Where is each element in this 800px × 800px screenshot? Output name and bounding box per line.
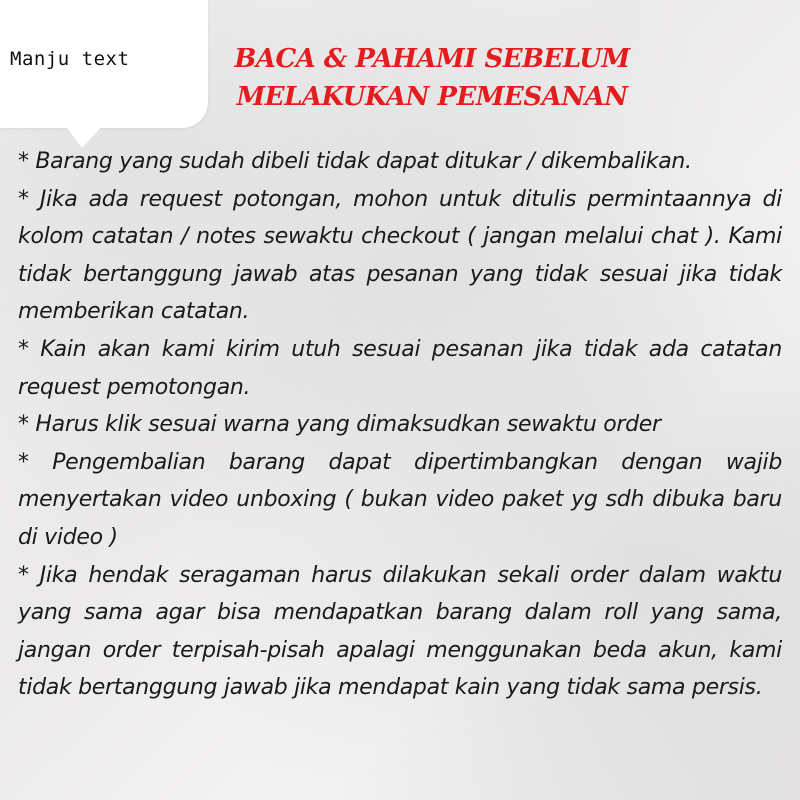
rule-item: * Kain akan kami kirim utuh sesuai pesanan jika tidak ada catatan request pemotongan.	[18, 336, 782, 400]
rule-item: * Jika ada request potongan, mohon untuk ditulis permintaannya di kolom catatan / notes sewaktu checkout ( jangan melalui chat ). Kami tidak bertanggung jawab atas pesanan yang tidak sesuai jika tidak memberikan catatan.	[18, 186, 782, 325]
rule-item: * Harus klik sesuai warna yang dimaksudkan sewaktu order	[18, 412, 661, 438]
title-line-1: BACA & PAHAMI SEBELUM	[234, 44, 630, 74]
title-line-2: MELAKUKAN PEMESANAN	[236, 82, 628, 112]
rules-list	[18, 143, 782, 707]
page-title	[212, 40, 652, 116]
rule-item: * Jika hendak seragaman harus dilakukan sekali order dalam waktu yang sama agar bisa mendapatkan barang dalam roll yang sama, jangan order terpisah-pisah apalagi menggunakan beda akun, kami tidak bertanggung jawab jika mendapat kain yang tidak sama persis.	[18, 562, 782, 701]
rule-item: * Barang yang sudah dibeli tidak dapat ditukar / dikembalikan.	[18, 149, 692, 174]
overlay-label: Manju text	[10, 48, 130, 70]
rule-item: * Pengembalian barang dapat dipertimbangkan dengan wajib menyertakan video unboxing ( bukan video paket yg sdh dibuka baru di video )	[18, 449, 782, 550]
